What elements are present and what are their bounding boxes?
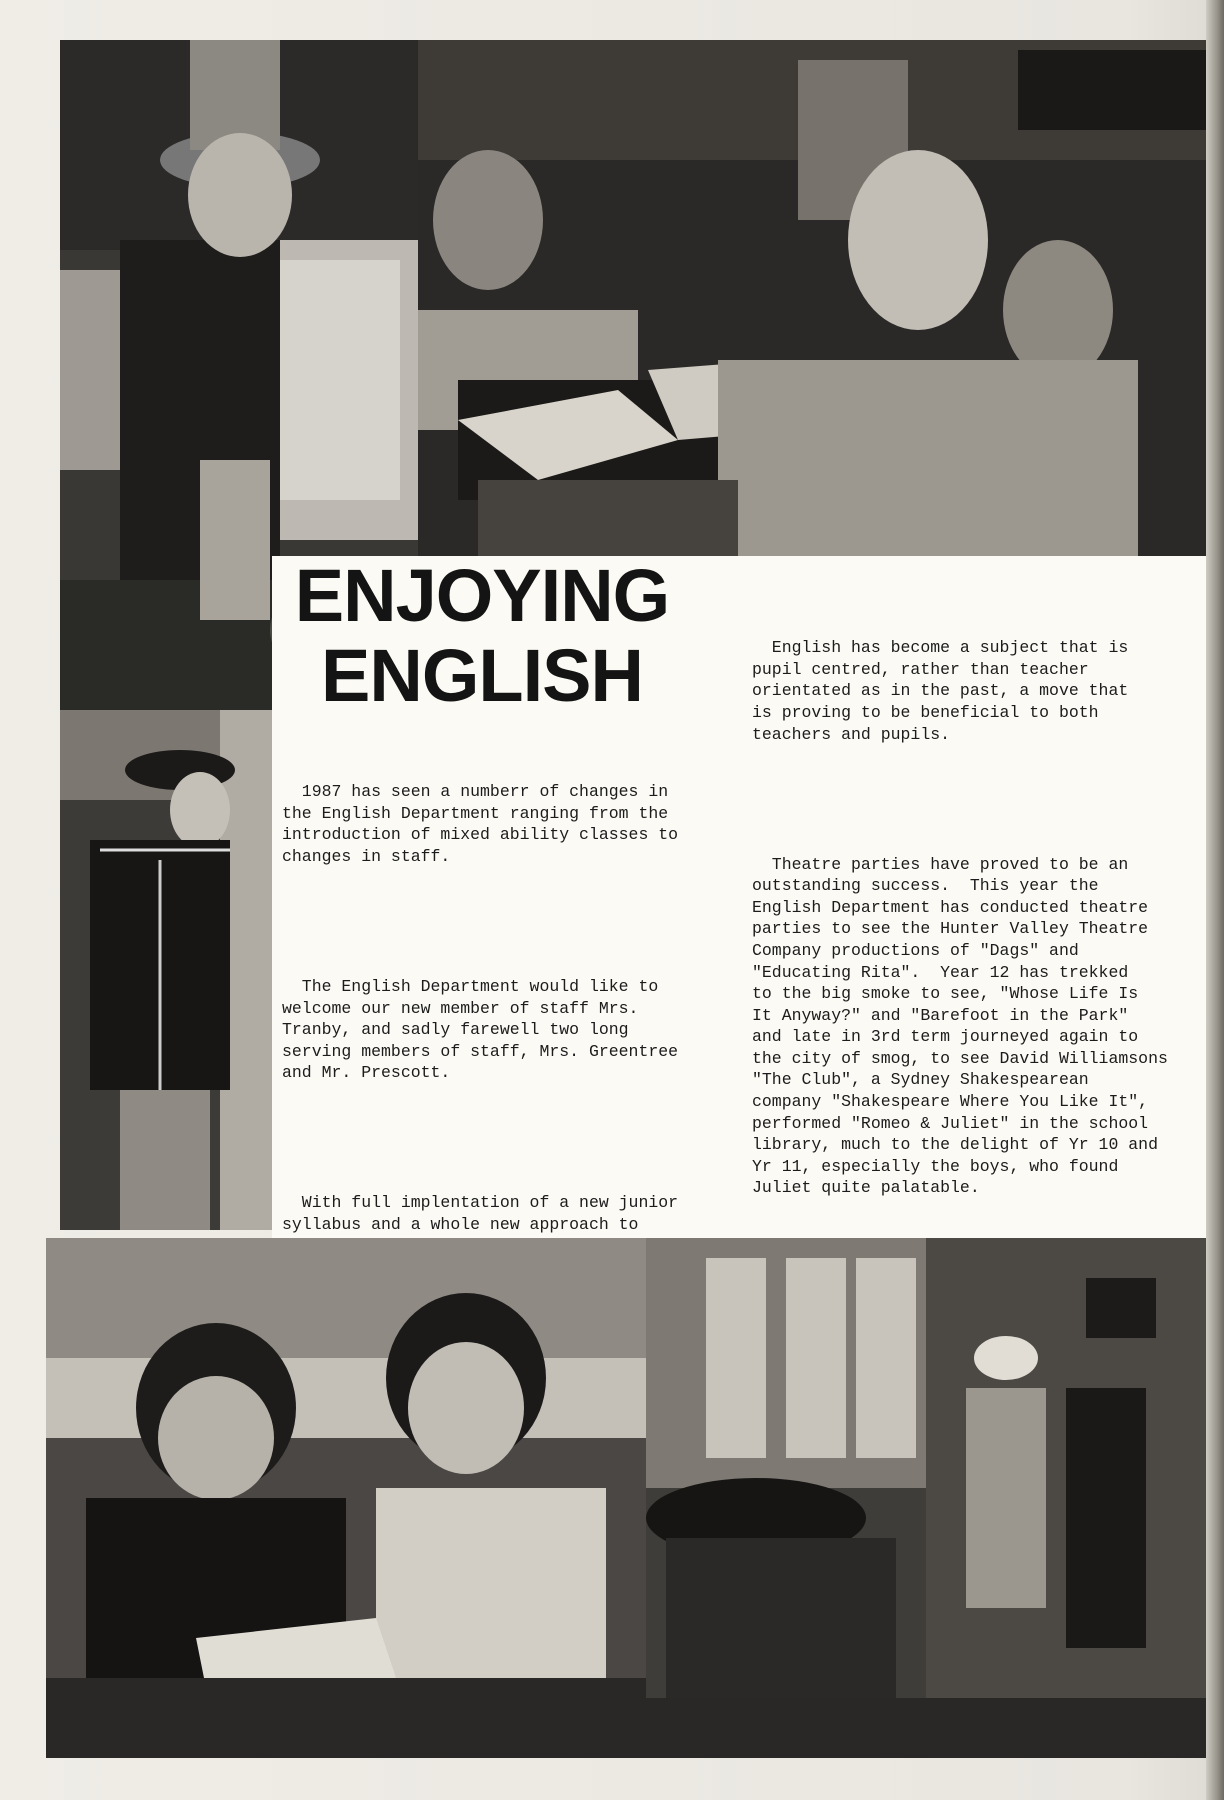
page-title-line-1: ENJOYING (294, 554, 670, 637)
left-paragraph-3: With full implentation of a new junior syllabus and a whole new approach to (282, 1193, 679, 1234)
right-paragraph-2: Theatre parties have proved to be an outstanding success. This year the English Department has conducted theatre parties to see the Hunter Valley Theatre Company productions of "Dags" and "Educating Rita". Year 12 has trekked to the big smoke to see, "Whose Life Is It Anyway?" and "Barefoot in the Park" and late in 3rd term journeyed again to the city of smog, to see David Williamsons "The Club", a Sydney Shakespearean company "Shakespeare Where You Like It", performed "Romeo & Juliet" in the school library, much to the delight of Yr 10 and Yr 11, especially the boys, who found Juliet quite palatable. (752, 854, 1168, 1198)
photo-girls-windows-performance (646, 1238, 1214, 1758)
right-paragraph-1: English has become a subject that is pupil centred, rather than teacher orientated as in the past, a move that is proving to be beneficial to both teachers and pupils. (752, 638, 1129, 744)
left-paragraph-2: The English Department would like to welcome our new member of staff Mrs. Tranby, and sadly farewell two long serving members of staff, Mrs. Greentree and Mr. Prescott. (282, 976, 679, 1083)
article-text-panel (272, 556, 1214, 1246)
left-paragraph-1: 1987 has seen a numberr of changes in the English Department ranging from the introduction of mixed ability classes to changes in staff. (282, 782, 679, 866)
photo-classroom-boys (418, 40, 1214, 570)
photo-costumed-student (60, 710, 280, 1230)
page-spine-shadow (1206, 0, 1224, 1800)
page-title-line-2: ENGLISH (321, 634, 643, 717)
photo-two-girls-reading (46, 1238, 646, 1758)
